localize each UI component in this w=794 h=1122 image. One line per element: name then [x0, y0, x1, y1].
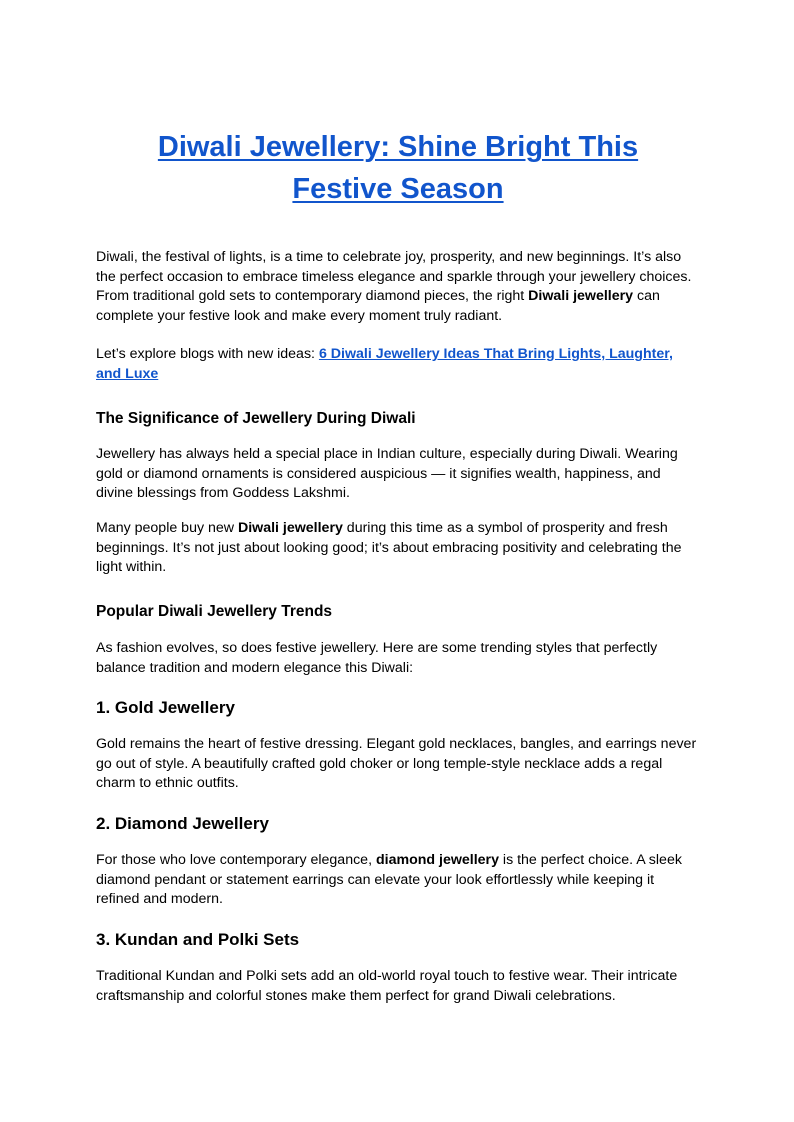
diamond-text-start: For those who love contemporary elegance, [96, 852, 376, 868]
kundan-polki-heading: 3. Kundan and Polki Sets [96, 930, 300, 949]
intro-paragraph [96, 248, 700, 326]
diamond-bold-keyword: diamond jewellery [375, 852, 499, 868]
intro-bold-keyword: Diwali jewellery [528, 288, 634, 304]
blog-ideas-link[interactable]: 6 Diwali Jewellery Ideas That Bring Lights, Laughter, and Luxe [96, 346, 673, 382]
title-line-2: Festive Season [292, 173, 504, 205]
title-line-1: Diwali Jewellery: Shine Bright This [157, 131, 639, 163]
trends-heading: Popular Diwali Jewellery Trends [96, 603, 333, 620]
significance-p2-bold: Diwali jewellery [237, 520, 343, 536]
kundan-polki-paragraph: Traditional Kundan and Polki sets add an old-world royal touch to festive wear. Their intricate craftsmanship and colorful stones make them perfect for grand Diwali celebrations. [96, 968, 678, 1004]
diamond-text-end: is the perfect choice. A sleek diamond pendant or statement earrings can elevate your look effortlessly while keeping it refined and modern. [96, 852, 682, 907]
significance-heading: The Significance of Jewellery During Diwali [96, 410, 416, 427]
explore-prefix: Let’s explore blogs with new ideas: [96, 346, 319, 362]
intro-text-end: can complete your festive look and make every moment truly radiant. [96, 288, 660, 324]
title-link[interactable] [158, 131, 638, 205]
diamond-jewellery-heading: 2. Diamond Jewellery [96, 814, 269, 833]
page-title [96, 126, 700, 210]
trends-intro-paragraph: As fashion evolves, so does festive jewellery. Here are some trending styles that perfectly balance tradition and modern elegance this Diwali: [96, 640, 658, 676]
gold-jewellery-heading: 1. Gold Jewellery [96, 698, 235, 717]
significance-p2-start: Many people buy new [96, 520, 238, 536]
significance-paragraph-1: Jewellery has always held a special place in Indian culture, especially during Diwali. Wearing gold or diamond ornaments is considered auspicious — it signifies wealth, happiness, and divine blessings from Goddess Lakshmi. [96, 446, 678, 501]
significance-paragraph-2 [96, 519, 700, 578]
gold-jewellery-paragraph: Gold remains the heart of festive dressing. Elegant gold necklaces, bangles, and earrings never go out of style. A beautifully crafted gold choker or long temple-style necklace adds a regal charm to ethnic outfits. [96, 736, 697, 791]
diamond-jewellery-paragraph [96, 851, 700, 910]
intro-text-start: Diwali, the festival of lights, is a time to celebrate joy, prosperity, and new beginnings. It’s also the perfect occasion to embrace timeless elegance and sparkle through your jewellery choices. From traditional gold sets to contemporary diamond pieces, the right [96, 249, 692, 304]
significance-p2-end: during this time as a symbol of prosperity and fresh beginnings. It’s not just about looking good; it’s about embracing positivity and celebrating the light within. [96, 520, 682, 575]
explore-paragraph [96, 345, 700, 384]
